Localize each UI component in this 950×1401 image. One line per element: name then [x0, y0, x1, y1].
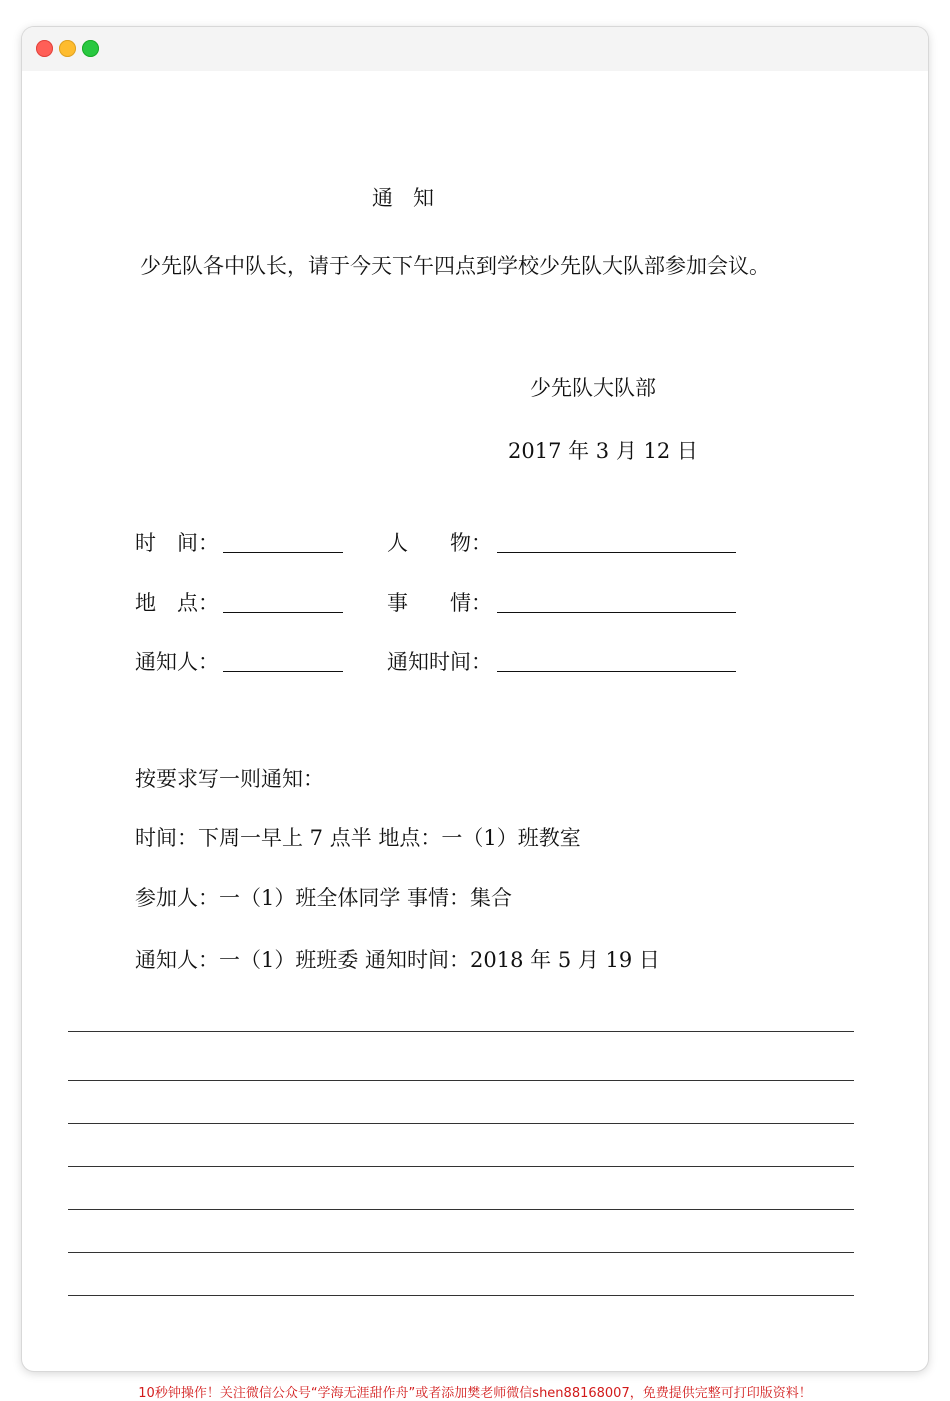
notice-body: 少先队各中队长，请于今天下午四点到学校少先队大队部参加会议。 [140, 254, 770, 278]
writing-line[interactable] [68, 1123, 854, 1124]
task-line-participants: 参加人：一（1）班全体同学 事情：集合 [135, 886, 513, 910]
notifier-label: 通知人： [135, 650, 219, 674]
window-titlebar [22, 27, 928, 71]
writing-line[interactable] [68, 1166, 854, 1167]
notifier-blank[interactable] [223, 671, 343, 672]
task-heading: 按要求写一则通知： [135, 767, 324, 791]
notice-date: 2017 年 3 月 12 日 [508, 439, 698, 463]
close-window-icon[interactable] [36, 40, 53, 57]
writing-line[interactable] [68, 1252, 854, 1253]
task-line-notifier: 通知人：一（1）班班委 通知时间：2018 年 5 月 19 日 [135, 948, 660, 972]
matter-label: 事 情： [387, 591, 492, 615]
writing-line[interactable] [68, 1031, 854, 1032]
matter-blank[interactable] [497, 612, 736, 613]
person-blank[interactable] [497, 552, 736, 553]
place-label: 地 点： [135, 591, 219, 615]
notify-time-label: 通知时间： [387, 650, 492, 674]
notice-title: 通知 [372, 186, 454, 210]
document-window [22, 27, 928, 1371]
writing-line[interactable] [68, 1295, 854, 1296]
time-blank[interactable] [223, 552, 343, 553]
maximize-window-icon[interactable] [82, 40, 99, 57]
person-label: 人 物： [387, 531, 492, 555]
writing-line[interactable] [68, 1080, 854, 1081]
minimize-window-icon[interactable] [59, 40, 76, 57]
time-label: 时 间： [135, 531, 219, 555]
place-blank[interactable] [223, 612, 343, 613]
notify-time-blank[interactable] [497, 671, 736, 672]
promo-footer: 10秒钟操作！关注微信公众号“学海无涯甜作舟”或者添加樊老师微信shen88168007，免费提供完整可打印版资料！ [138, 1386, 812, 1401]
notice-sender: 少先队大队部 [530, 376, 656, 400]
task-line-time-place: 时间：下周一早上 7 点半 地点：一（1）班教室 [135, 826, 581, 850]
writing-line[interactable] [68, 1209, 854, 1210]
